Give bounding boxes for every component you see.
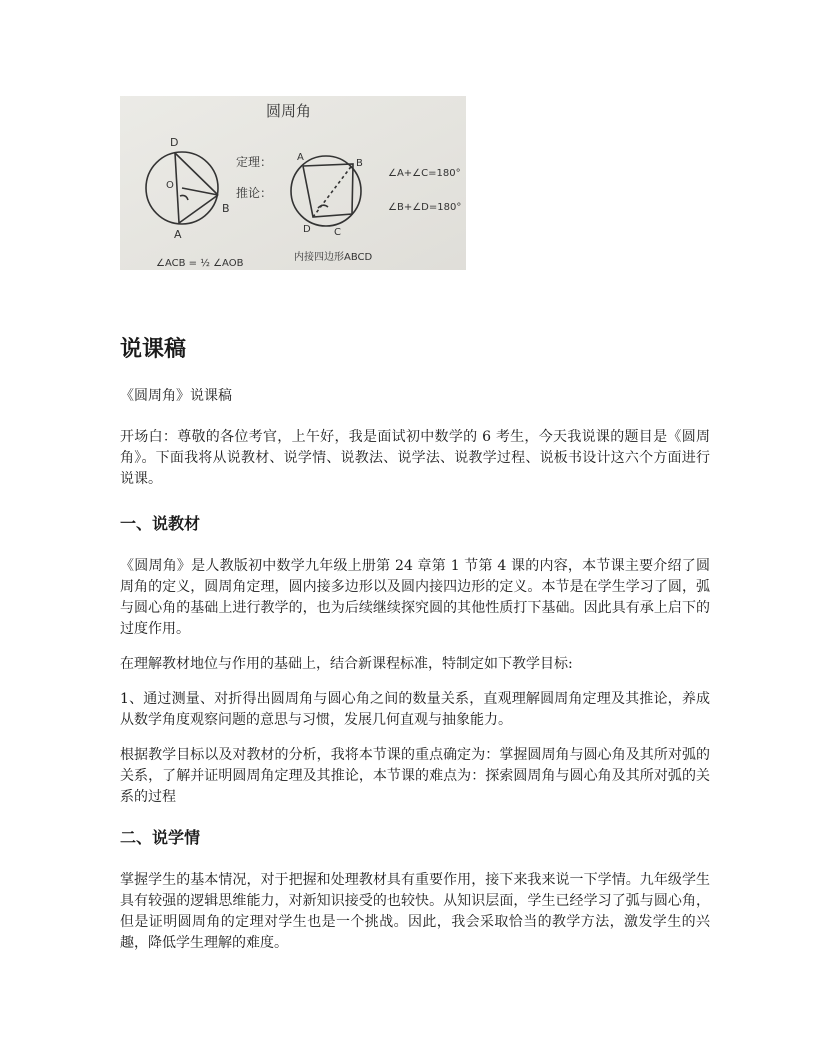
svg-text:A: A	[174, 228, 182, 241]
svg-text:B: B	[222, 202, 230, 215]
svg-text:O: O	[166, 180, 174, 191]
svg-text:∠ACB = ½ ∠AOB: ∠ACB = ½ ∠AOB	[156, 258, 244, 269]
section-title-students: 二、说学情	[120, 828, 201, 847]
doc-heading: 说课稿	[120, 336, 187, 362]
doc-subtitle: 《圆周角》说课稿	[120, 388, 232, 404]
svg-text:B: B	[356, 158, 363, 169]
paragraph: 《圆周角》是人教版初中数学九年级上册第 24 章第 1 节第 4 课的内容，本节课主要介绍了圆周角的定义，圆周角定理，圆内接多边形以及圆内接四边形的定义。本节是在学生学习了圆，弧与圆心角的基础上进行教学的，也为后续继续探究圆的其他性质打下基础。因此具有承上启下的过度作用。	[120, 558, 710, 637]
document-body	[120, 334, 710, 954]
paragraph: 1、通过测量、对折得出圆周角与圆心角之间的数量关系，直观理解圆周角定理及其推论，养成从数学角度观察问题的意思与习惯，发展几何直观与抽象能力。	[120, 691, 710, 728]
svg-text:D: D	[170, 136, 179, 149]
paragraph: 在理解教材地位与作用的基础上，结合新课程标准，特制定如下教学目标:	[120, 656, 573, 672]
svg-text:A: A	[297, 152, 304, 163]
whiteboard-sketch	[120, 96, 466, 270]
paragraph: 根据教学目标以及对教材的分析，我将本节课的重点确定为：掌握圆周角与圆心角及其所对弧的关系，了解并证明圆周角定理及其推论，本节课的难点为：探索圆周角与圆心角及其所对弧的关系的过程	[120, 747, 710, 805]
svg-text:∠A+∠C=180°: ∠A+∠C=180°	[388, 168, 461, 179]
paragraph: 掌握学生的基本情况，对于把握和处理教材具有重要作用，接下来我来说一下学情。九年级学生具有较强的逻辑思维能力，对新知识接受的也较快。从知识层面，学生已经学习了弧与圆心角，但是证明圆周角的定理对学生也是一个挑战。因此，我会采取恰当的教学方法，激发学生的兴趣，降低学生理解的难度。	[120, 872, 710, 951]
svg-text:C: C	[334, 227, 341, 238]
svg-text:∠B+∠D=180°: ∠B+∠D=180°	[388, 202, 462, 213]
section-title-textbook: 一、说教材	[120, 514, 201, 533]
svg-text:D: D	[303, 224, 311, 235]
whiteboard-photo	[120, 96, 466, 270]
svg-text:定理：: 定理：	[236, 155, 273, 169]
svg-text:内接四边形ABCD: 内接四边形ABCD	[294, 252, 373, 263]
intro-paragraph: 开场白：尊敬的各位考官，上午好，我是面试初中数学的 6 考生，今天我说课的题目是《圆周角》。下面我将从说教材、说学情、说教法、说学法、说教学过程、说板书设计这六个方面进行说课。	[120, 429, 710, 487]
svg-text:推论：: 推论：	[236, 186, 273, 200]
photo-title: 圆周角	[266, 102, 312, 120]
